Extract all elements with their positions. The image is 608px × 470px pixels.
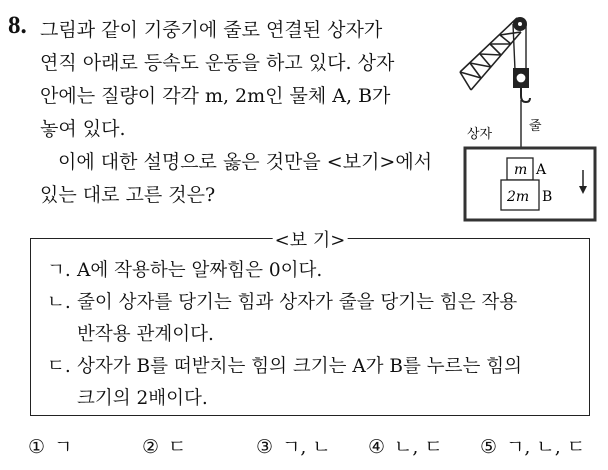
bogi-item-2: [47, 287, 517, 351]
box-label: 상자: [467, 127, 493, 142]
question-number: 8.: [8, 12, 27, 39]
bogi-box: [30, 230, 590, 416]
block-a-mass: m: [514, 162, 528, 178]
choice-text: ㄴ, ㄷ: [394, 436, 443, 458]
choice-5[interactable]: [480, 432, 585, 459]
block-a-label: A: [536, 162, 547, 178]
bogi-item-text: 상자가 B를 떠받치는 힘의 크기는 A가 B를 누르는 힘의: [77, 356, 523, 377]
prompt-line: 이에 대한 설명으로 옳은 것만을 <보기>에서: [58, 151, 433, 173]
bogi-item-text: 크기의 2배이다.: [77, 388, 208, 409]
answer-choices: [28, 432, 598, 462]
crane-figure: [455, 10, 605, 225]
choice-text: ㄱ: [54, 436, 73, 458]
stem-line: 그림과 같이 기중기에 줄로 연결된 상자가: [40, 19, 383, 41]
bogi-item-mark: ㄴ.: [47, 292, 71, 313]
choice-3[interactable]: [256, 432, 331, 459]
bogi-title: <보 기>: [273, 226, 348, 252]
bogi-item-text: 반작용 관계이다.: [77, 324, 214, 345]
block-b-mass: 2m: [507, 189, 530, 205]
choice-number: ④: [368, 436, 386, 458]
hook-icon: [521, 88, 530, 102]
choice-text: ㄱ, ㄴ, ㄷ: [506, 436, 586, 458]
choice-number: ③: [256, 436, 274, 458]
choice-4[interactable]: [368, 432, 443, 459]
prompt-line: 있는 대로 고른 것은?: [40, 184, 216, 206]
bogi-item-mark: ㄱ.: [47, 260, 71, 281]
stem-line: 연직 아래로 등속도 운동을 하고 있다. 상자: [40, 52, 395, 74]
choice-2[interactable]: [142, 432, 186, 459]
bogi-item-3: [47, 351, 522, 415]
choice-text: ㄷ: [168, 436, 187, 458]
block-b-label: B: [542, 189, 553, 205]
choice-number: ⑤: [480, 436, 498, 458]
choice-number: ①: [28, 436, 46, 458]
stem-line: 안에는 질량이 각각 m, 2m인 물체 A, B가: [40, 85, 391, 107]
bogi-item-text: 줄이 상자를 당기는 힘과 상자가 줄을 당기는 힘은 작용: [77, 292, 518, 313]
bogi-item-mark: ㄷ.: [47, 356, 71, 377]
stem-line: 놓여 있다.: [40, 118, 126, 140]
question-prompt: [40, 146, 440, 212]
choice-number: ②: [142, 436, 160, 458]
choice-1[interactable]: [28, 432, 72, 459]
bogi-item-text: A에 작용하는 알짜힘은 0이다.: [77, 260, 323, 281]
crane-boom: [460, 18, 521, 90]
question-stem: [40, 14, 440, 146]
choice-text: ㄱ, ㄴ: [282, 436, 331, 458]
bogi-item-1: [47, 255, 322, 287]
rope-label: 줄: [529, 119, 542, 134]
